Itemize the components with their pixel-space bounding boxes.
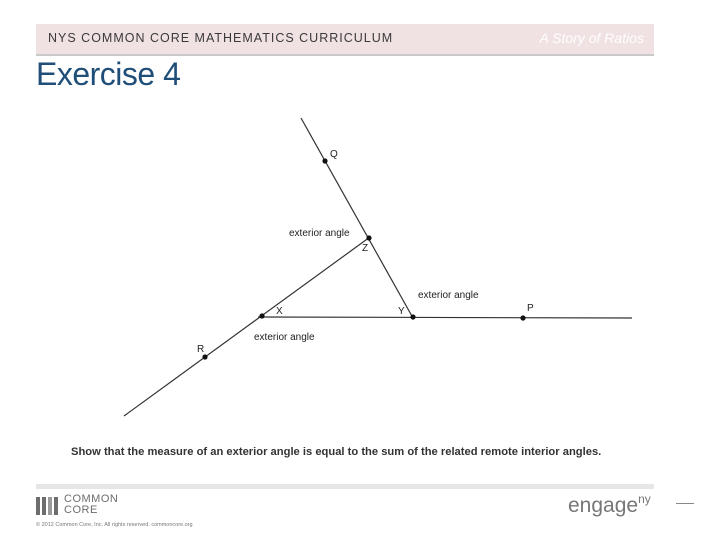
curriculum-title: NYS COMMON CORE MATHEMATICS CURRICULUM — [48, 31, 394, 45]
point-x — [259, 313, 264, 318]
decorative-line — [676, 503, 694, 504]
point-z — [366, 235, 371, 240]
point-y — [410, 314, 415, 319]
line-through-x-p — [258, 317, 632, 318]
common-core-logo — [36, 494, 136, 518]
label-z: Z — [362, 243, 369, 254]
label-x: X — [276, 306, 283, 317]
story-title: A Story of Ratios — [539, 30, 644, 46]
line-through-r-z — [124, 237, 370, 416]
point-q — [322, 158, 327, 163]
logo-line-1: COMMON — [64, 493, 119, 505]
exterior-angle-label-y: exterior angle — [418, 290, 479, 301]
label-p: P — [527, 303, 534, 314]
common-core-logo-mark — [36, 497, 60, 515]
page-title: Exercise 4 — [36, 56, 181, 92]
footer-bar — [36, 484, 654, 489]
engage-ny-text: ny — [638, 492, 651, 506]
engage-text: engage — [568, 494, 639, 517]
label-y: Y — [398, 306, 405, 317]
engageny-logo — [568, 492, 651, 518]
point-p — [520, 315, 525, 320]
label-r: R — [197, 344, 205, 355]
logo-line-2: CORE — [64, 504, 98, 516]
copyright-notice: © 2012 Common Core, Inc. All rights reserved. commoncore.org — [36, 522, 193, 528]
exterior-angle-label-z: exterior angle — [289, 228, 350, 239]
exterior-angle-label-x: exterior angle — [254, 332, 315, 343]
exercise-prompt: Show that the measure of an exterior angle is equal to the sum of the related remote interior angles. — [71, 446, 602, 458]
point-r — [202, 354, 207, 359]
line-through-q-y — [301, 118, 413, 318]
label-q: Q — [330, 149, 338, 160]
